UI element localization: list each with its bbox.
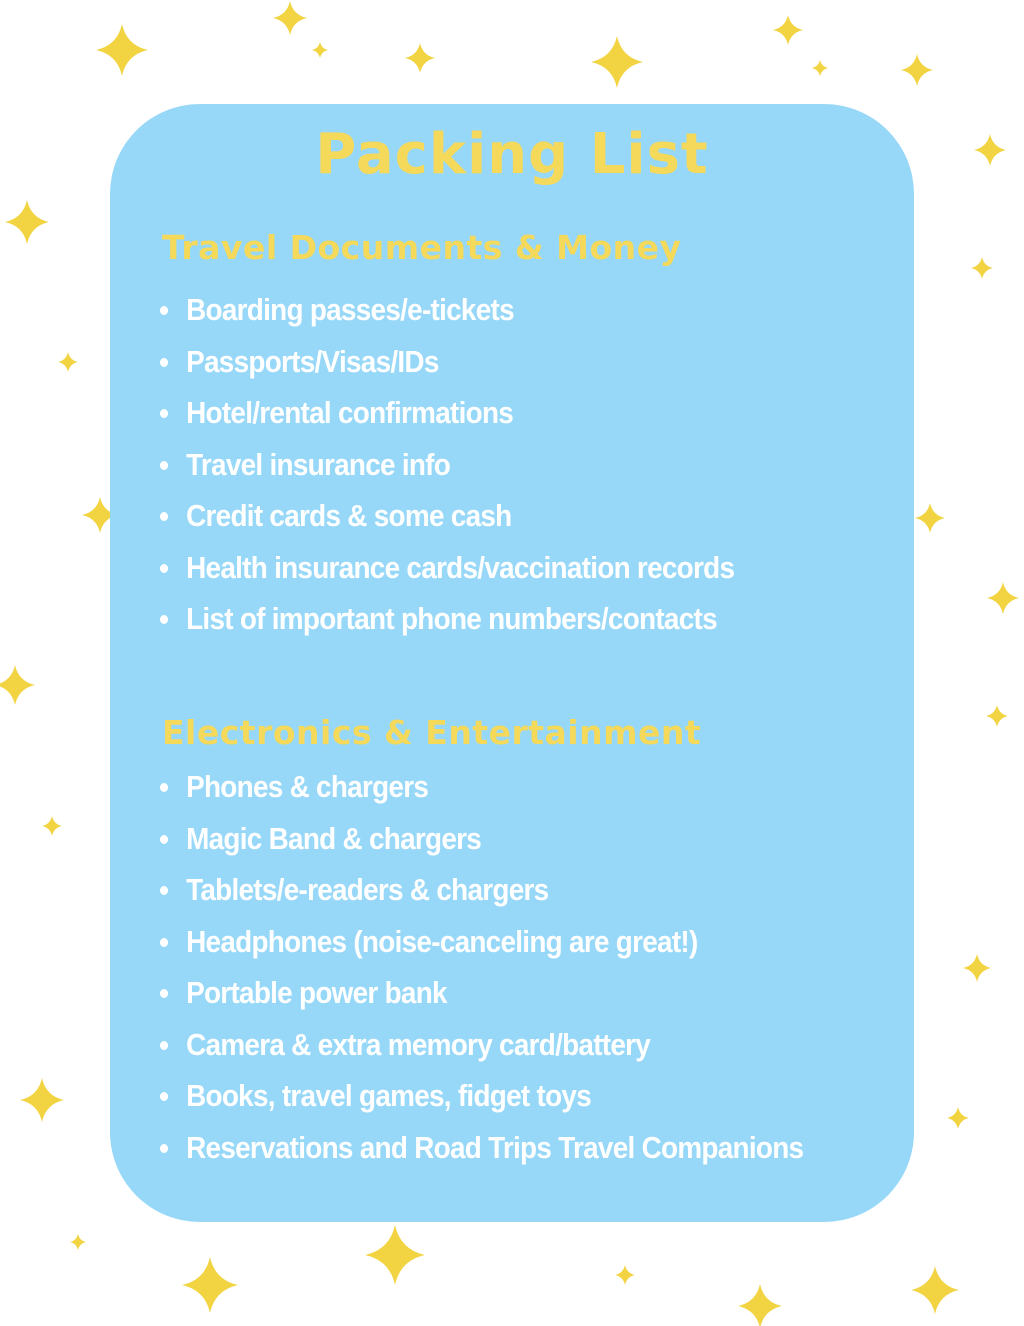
sparkle-star-icon (365, 1225, 425, 1285)
sparkle-star-icon (42, 816, 62, 836)
bullet-icon (160, 461, 168, 470)
sparkle-star-icon (0, 665, 35, 705)
sparkle-star-icon (96, 24, 148, 76)
list-item-label: Phones & chargers (186, 769, 429, 804)
bullet-icon (160, 783, 168, 792)
list-item-label: Health insurance cards/vaccination records (186, 549, 735, 585)
page-title: Packing List (315, 122, 709, 187)
list-item (160, 597, 844, 649)
list-item-label: List of important phone numbers/contacts (186, 601, 717, 636)
sparkle-star-icon (182, 1257, 238, 1313)
bullet-icon (160, 835, 168, 844)
list-item (160, 546, 844, 598)
sparkle-star-icon (405, 43, 435, 73)
list-item (160, 765, 844, 817)
bullet-icon (160, 938, 168, 947)
sparkle-star-icon (947, 1107, 969, 1129)
sparkle-star-icon (738, 1284, 782, 1326)
list-item-label: Credit cards & some cash (186, 498, 512, 533)
sparkle-star-icon (591, 36, 643, 88)
list-item (160, 494, 844, 546)
list-item (160, 920, 844, 972)
sparkle-star-icon (812, 60, 828, 76)
list-item-label: Travel insurance info (186, 446, 451, 482)
list-item (160, 868, 844, 920)
bullet-icon (160, 358, 168, 367)
sparkle-star-icon (20, 1078, 64, 1122)
list-item-label: Magic Band & chargers (186, 820, 482, 856)
bullet-icon (160, 989, 168, 998)
list-item-label: Passports/Visas/IDs (186, 343, 439, 379)
list-item-label: Headphones (noise-canceling are great!) (186, 923, 698, 959)
list-item (160, 340, 844, 392)
list-item-label: Boarding passes/e-tickets (186, 292, 514, 327)
sparkle-star-icon (773, 15, 803, 45)
bullet-icon (160, 306, 168, 315)
sparkle-star-icon (911, 1266, 959, 1314)
section-heading-travel-documents: Travel Documents & Money (162, 228, 682, 267)
bullet-icon (160, 615, 168, 624)
list-item (160, 288, 844, 340)
list-item (160, 1126, 844, 1178)
list-item-label: Tablets/e-readers & chargers (186, 872, 549, 907)
list-item (160, 391, 844, 443)
sparkle-star-icon (5, 200, 49, 244)
bullet-icon (160, 1041, 168, 1050)
list-item-label: Camera & extra memory card/battery (186, 1026, 651, 1062)
sparkle-star-icon (70, 1234, 86, 1250)
sparkle-star-icon (615, 1265, 635, 1285)
sparkle-star-icon (987, 582, 1019, 614)
bullet-icon (160, 409, 168, 418)
list-item-label: Books, travel games, fidget toys (186, 1078, 591, 1113)
bullet-icon (160, 886, 168, 895)
sparkle-star-icon (901, 54, 933, 86)
list-item-label: Portable power bank (186, 975, 447, 1010)
sparkle-star-icon (273, 1, 307, 35)
bullet-icon (160, 1144, 168, 1153)
sparkle-star-icon (971, 257, 993, 279)
sparkle-star-icon (58, 352, 78, 372)
list-item-label: Reservations and Road Trips Travel Companions (186, 1129, 804, 1165)
travel-documents-list (160, 288, 920, 649)
bullet-icon (160, 1092, 168, 1101)
list-item (160, 443, 844, 495)
bullet-icon (160, 564, 168, 573)
list-item (160, 1023, 844, 1075)
sparkle-star-icon (986, 705, 1008, 727)
sparkle-star-icon (312, 42, 328, 58)
sparkle-star-icon (963, 954, 991, 982)
list-item (160, 971, 844, 1023)
electronics-list (160, 765, 920, 1177)
section-heading-electronics: Electronics & Entertainment (162, 713, 702, 752)
list-item (160, 1074, 844, 1126)
list-item-label: Hotel/rental confirmations (186, 395, 514, 430)
bullet-icon (160, 512, 168, 521)
list-item (160, 817, 844, 869)
